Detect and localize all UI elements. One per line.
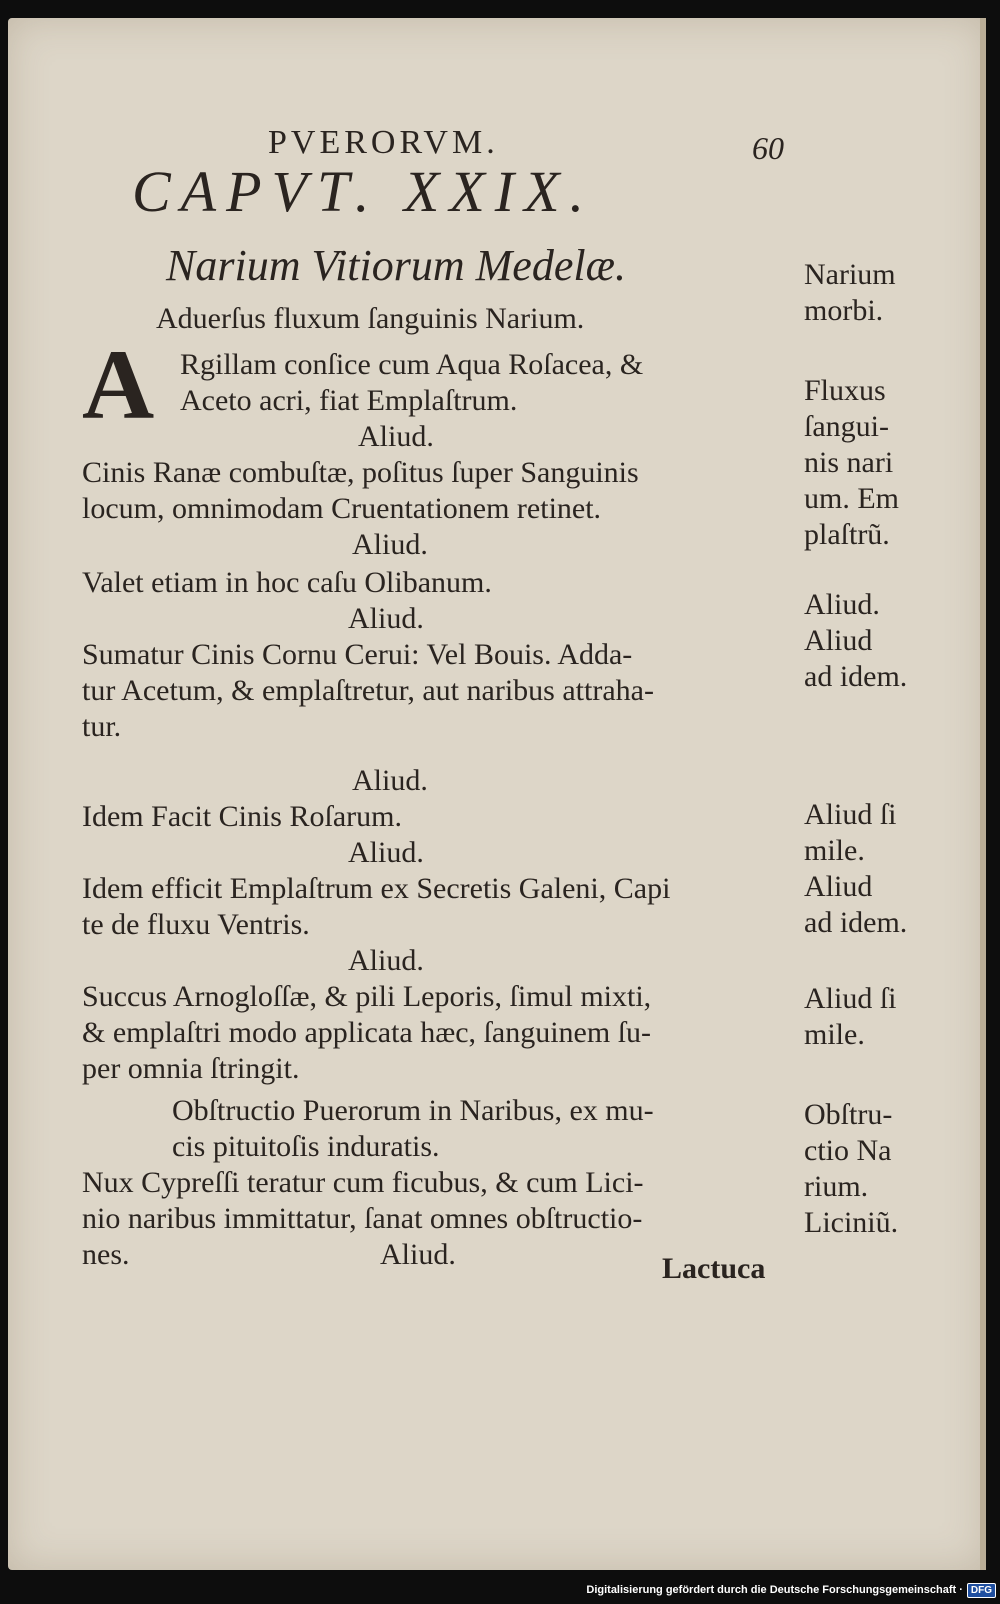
body-line: tur Acetum, & emplaſtretur, aut naribus attraha-	[82, 674, 654, 707]
body-line: Aliud.	[348, 602, 424, 635]
chapter-title: CAPVT. XXIX.	[132, 159, 595, 224]
drop-cap: A	[82, 329, 155, 440]
margin-note: um. Em	[804, 482, 899, 515]
body-line: & emplaſtri modo applicata hæc, ſanguinem ſu-	[82, 1016, 652, 1049]
body-line: nio naribus immittatur, ſanat omnes obſtructio-	[82, 1202, 643, 1235]
margin-note: mile.	[804, 834, 865, 867]
body-line: Aliud.	[348, 836, 424, 869]
body-line: te de fluxu Ventris.	[82, 908, 310, 941]
body-line: nes.	[82, 1238, 130, 1271]
body-line: Idem Facit Cinis Roſarum.	[82, 800, 402, 833]
margin-note: ad idem.	[804, 660, 908, 693]
body-line: Aliud.	[348, 944, 424, 977]
margin-note: Aliud	[804, 870, 873, 903]
margin-note: Obſtru-	[804, 1098, 893, 1131]
margin-note: plaſtrũ.	[804, 518, 890, 551]
body-line: Rgillam conſice cum Aqua Roſacea, &	[180, 348, 644, 381]
body-line: cis pituitoſis induratis.	[172, 1130, 440, 1163]
margin-note: Aliud ſi	[804, 982, 897, 1015]
margin-note: Aliud ſi	[804, 798, 897, 831]
body-line: Obſtructio Puerorum in Naribus, ex mu-	[172, 1094, 654, 1127]
body-line: Cinis Ranæ combuſtæ, poſitus ſuper Sanguinis	[82, 456, 639, 489]
body-line: Aliud.	[352, 528, 428, 561]
body-line: Aliud.	[358, 420, 434, 453]
margin-note: rium.	[804, 1170, 869, 1203]
margin-note: nis nari	[804, 446, 894, 479]
margin-note: morbi.	[804, 294, 884, 327]
body-line: locum, omnimodam Cruentationem retinet.	[82, 492, 602, 525]
margin-note: Narium	[804, 258, 896, 291]
body-line: Aceto acri, fiat Emplaſtrum.	[180, 384, 518, 417]
body-line: Succus Arnogloſſæ, & pili Leporis, ſimul mixti,	[82, 980, 652, 1013]
page-edge	[980, 18, 986, 1570]
body-line: per omnia ſtringit.	[82, 1052, 300, 1085]
margin-note: Liciniũ.	[804, 1206, 899, 1239]
margin-note: ctio Na	[804, 1134, 892, 1167]
dfg-logo: DFG	[967, 1583, 996, 1598]
body-line: Idem efficit Emplaſtrum ex Secretis Galeni, Capi	[82, 872, 671, 905]
margin-note: Aliud.	[804, 588, 880, 621]
body-line: Nux Cypreſſi teratur cum ficubus, & cum Lici-	[82, 1166, 644, 1199]
footer	[586, 1580, 996, 1600]
footer-text: Digitalisierung gefördert durch die Deutsche Forschungsgemeinschaft ·	[586, 1584, 963, 1596]
catchword: Lactuca	[662, 1252, 766, 1285]
margin-note: Aliud	[804, 624, 873, 657]
margin-note: mile.	[804, 1018, 865, 1051]
body-line: tur.	[82, 710, 122, 743]
margin-note: ſangui-	[804, 410, 889, 443]
body-line: Sumatur Cinis Cornu Cerui: Vel Bouis. Adda-	[82, 638, 633, 671]
body-line: Aliud.	[352, 764, 428, 797]
subtitle: Narium Vitiorum Medelæ.	[166, 241, 626, 290]
body-line: Valet etiam in hoc caſu Olibanum.	[82, 566, 492, 599]
page-number: 60	[752, 130, 784, 166]
body-line: Aliud.	[380, 1238, 456, 1271]
book-page	[8, 18, 986, 1570]
margin-note: ad idem.	[804, 906, 908, 939]
margin-note: Fluxus	[804, 374, 886, 407]
running-head: PVERORVM.	[268, 124, 499, 161]
section-heading: Aduerſus fluxum ſanguinis Narium.	[156, 302, 585, 335]
